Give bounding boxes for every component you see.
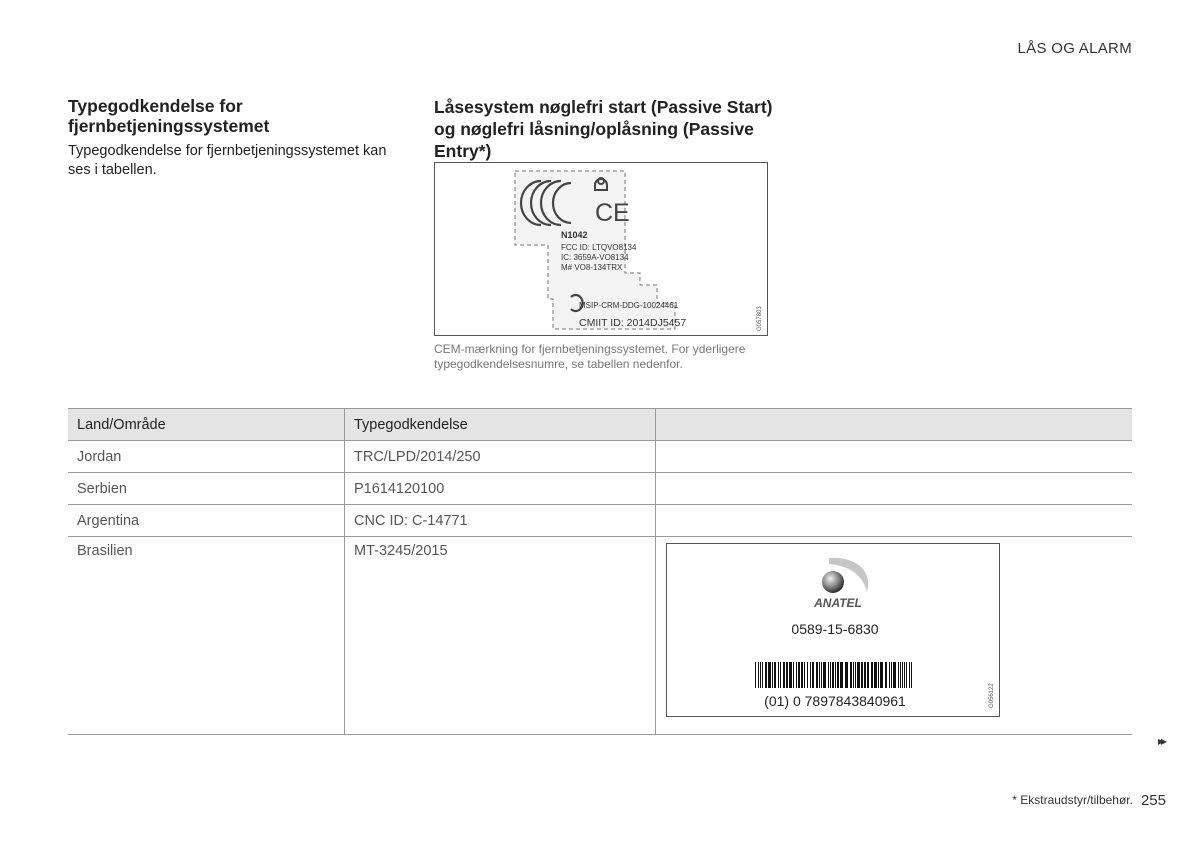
country-cell: Brasilien (68, 537, 345, 735)
barcode-bar (845, 662, 848, 688)
barcode-bar (900, 662, 901, 688)
barcode-bar (755, 662, 756, 688)
fcc-line: FCC ID: LTQVO8134 (561, 243, 637, 252)
passive-entry-heading: Låsesystem nøglefri start (Passive Start) og nøglefri låsning/oplåsning (Passive Entry*) (434, 97, 773, 161)
barcode-bar (804, 662, 805, 688)
barcode-bar (780, 662, 781, 688)
table-row (68, 473, 1132, 505)
barcode-bar (864, 662, 866, 688)
left-column (68, 96, 398, 180)
cem-label-illustration (435, 163, 767, 335)
table-row (68, 537, 1132, 735)
barcode-bar (871, 662, 873, 688)
section-heading: Typegodkendelse for fjernbetjeningssystemet (68, 96, 270, 136)
barcode-bar (765, 662, 767, 688)
page-footer (1012, 792, 1166, 809)
right-column (434, 96, 774, 162)
barcode-bar (857, 662, 860, 688)
barcode-bar (835, 662, 836, 688)
barcode-bar (758, 662, 759, 688)
barcode-bar (772, 662, 773, 688)
col-header-approval: Typegodkendelse (345, 409, 656, 441)
country-cell: Jordan (68, 441, 345, 473)
table-row (68, 505, 1132, 537)
barcode-bar (828, 662, 829, 688)
model-line: M# VO8-134TRX (561, 263, 623, 272)
col-header-image (656, 409, 1133, 441)
anatel-label-illustration (667, 544, 999, 716)
cmiit-line: CMIIT ID: 2014DJ5457 (579, 317, 687, 329)
barcode-bar (904, 662, 905, 688)
barcode-bar (891, 662, 892, 688)
figure-caption: CEM-mærkning for fjernbetjeningssystemet. For yderligere typegodkendelsesnumre, se tabellen nedenfor. (434, 342, 746, 371)
empty-cell (656, 441, 1133, 473)
section-body: Typegodkendelse for fjernbetjeningssystemet kan ses i tabellen. (68, 143, 387, 178)
barcode-bar (885, 662, 887, 688)
barcode-bar (793, 662, 794, 688)
cem-label-figure (434, 162, 768, 336)
barcode-bar (898, 662, 899, 688)
approval-table (68, 408, 1132, 735)
barcode-bar (796, 662, 797, 688)
barcode-bar (837, 662, 839, 688)
barcode-bar (840, 662, 843, 688)
cem-ref: G057803 (757, 306, 763, 331)
empty-cell (656, 505, 1133, 537)
col-header-country: Land/Område (68, 409, 345, 441)
barcode-bar (878, 662, 879, 688)
approval-cell: TRC/LPD/2014/250 (345, 441, 656, 473)
barcode-bar (902, 662, 903, 688)
anatel-label-figure (666, 543, 1000, 717)
barcode-bar (812, 662, 814, 688)
anatel-cell (656, 537, 1133, 735)
approval-cell: P1614120100 (345, 473, 656, 505)
barcode-bar (786, 662, 788, 688)
barcode-bar (911, 662, 912, 688)
barcode-bar (778, 662, 779, 688)
page-number: 255 (1140, 792, 1166, 809)
approval-code: N1042 (561, 230, 588, 240)
country-cell: Serbien (68, 473, 345, 505)
barcode-bar (821, 662, 822, 688)
barcode-bar (783, 662, 785, 688)
barcode-bar (832, 662, 834, 688)
barcode-bar (798, 662, 800, 688)
barcode-bar (893, 662, 896, 688)
barcode-bar (807, 662, 808, 688)
barcode-text: (01) 0 7897843840961 (764, 693, 906, 709)
barcode-bar (861, 662, 863, 688)
barcode-bar (810, 662, 811, 688)
barcode-bar (874, 662, 877, 688)
next-page-arrow-icon[interactable]: ▸▸ (1157, 734, 1164, 748)
barcode-bar (867, 662, 869, 688)
footnote: * Ekstraudstyr/tilbehør. (1012, 793, 1133, 807)
barcode-bar (830, 662, 831, 688)
barcode-bar (909, 662, 910, 688)
barcode-bar (774, 662, 776, 688)
barcode-bar (853, 662, 854, 688)
table-header-row (68, 409, 1132, 441)
barcode-bar (823, 662, 826, 688)
table-row (68, 441, 1132, 473)
anatel-sphere-icon (822, 571, 844, 593)
anatel-ref: G056122 (989, 683, 995, 708)
section-header: LÅS OG ALARM (1017, 40, 1132, 57)
barcode-bar (850, 662, 852, 688)
msip-line: MSIP-CRM-DDG-10024461 (579, 301, 679, 310)
empty-cell (656, 473, 1133, 505)
anatel-brand: ANATEL (814, 596, 862, 610)
barcode-bar (906, 662, 907, 688)
ce-mark: CE (595, 199, 630, 227)
barcode (755, 662, 912, 688)
barcode-bar (760, 662, 761, 688)
barcode-bar (819, 662, 820, 688)
barcode-bar (816, 662, 818, 688)
barcode-bar (801, 662, 803, 688)
ic-line: IC: 3659A-VO8134 (561, 253, 629, 262)
barcode-bar (789, 662, 792, 688)
barcode-bar (855, 662, 856, 688)
approval-cell: CNC ID: C-14771 (345, 505, 656, 537)
approval-cell: MT-3245/2015 (345, 537, 656, 735)
barcode-bar (880, 662, 883, 688)
anatel-number: 0589-15-6830 (791, 621, 879, 637)
country-cell: Argentina (68, 505, 345, 537)
barcode-bar (768, 662, 771, 688)
barcode-bar (889, 662, 890, 688)
barcode-bar (762, 662, 763, 688)
